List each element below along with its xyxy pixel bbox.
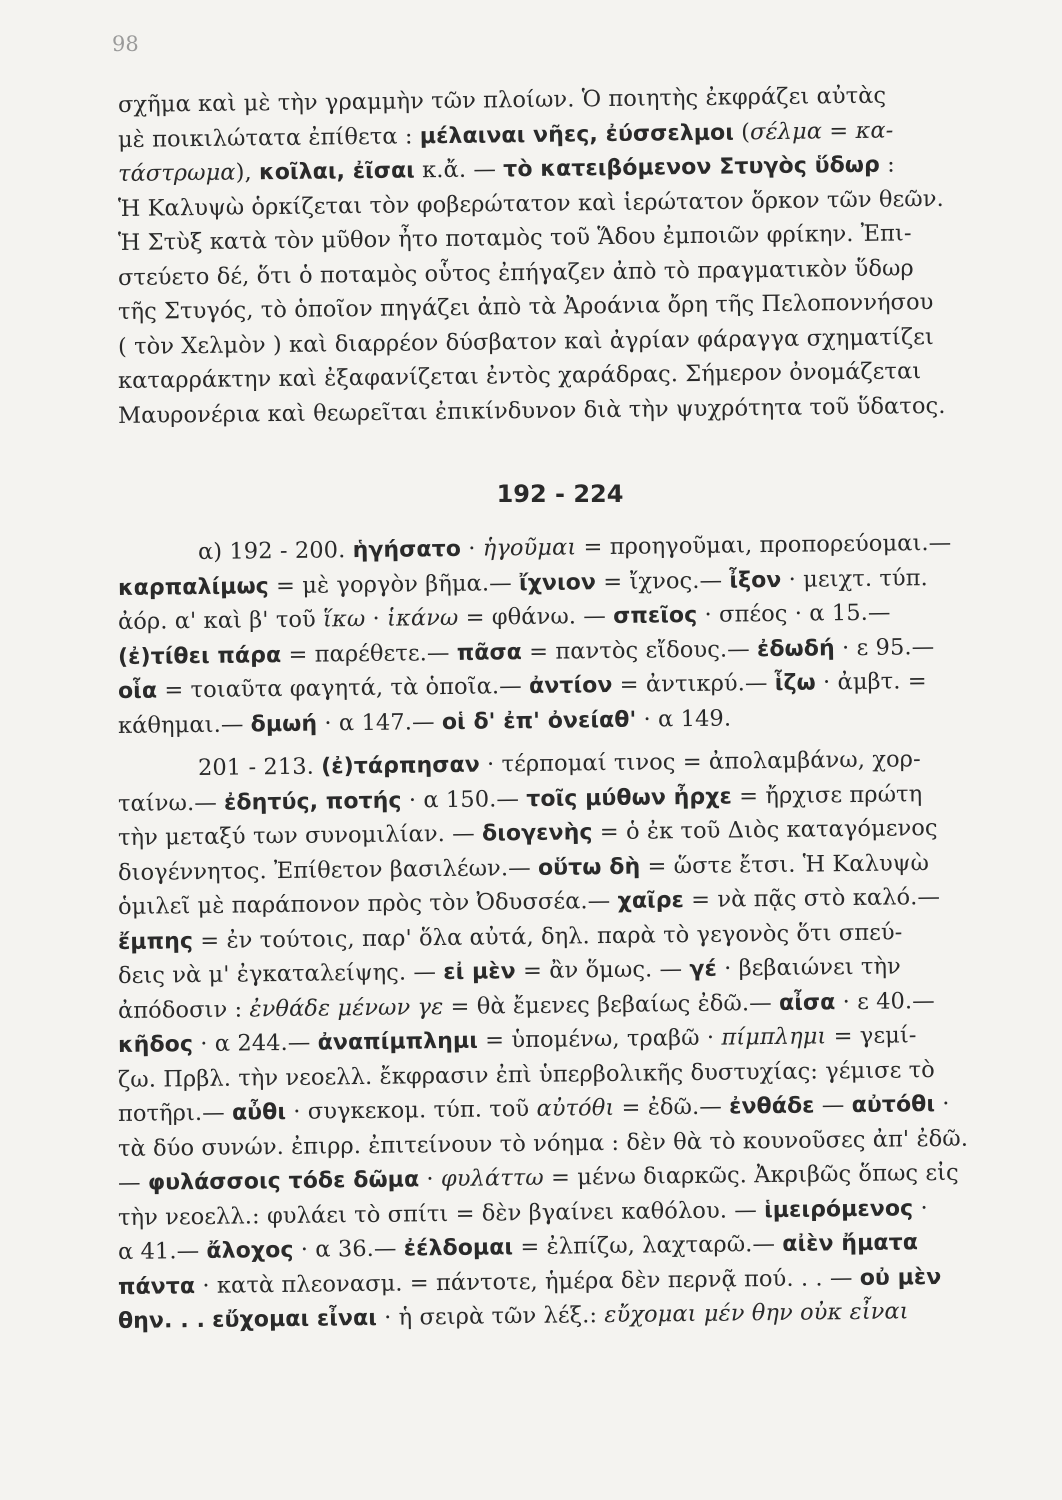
text-run: = μὲ γοργὸν βῆμα.— <box>268 569 520 599</box>
text-run: 201 - 213. <box>197 753 322 782</box>
bold-term: κῆδος <box>117 1032 194 1058</box>
bold-term: ἡγήσατο <box>352 536 462 564</box>
text-run: κάθημαι.— <box>117 710 251 739</box>
text-run: Ἡ Καλυψὼ ὁρκίζεται τὸν φοβερώτατον καὶ ἱερώτατον ὅρκον τῶν θεῶν. <box>117 185 944 222</box>
italic-term: σέλμα = κα- <box>749 117 894 145</box>
section-heading: 192 - 224 <box>496 480 624 508</box>
italic-term: εὔχομαι μέν θην οὐκ εἶναι <box>604 1298 909 1329</box>
text-run: = ἐδῶ.— <box>614 1093 730 1121</box>
text-run: ( <box>733 118 751 145</box>
text-run: Ἡ Στὺξ κατὰ τὸν μῦθον ἦτο ποταμὸς τοῦ Ἅδου ἐμποιῶν φρίκην. Ἐπι- <box>117 220 912 256</box>
bold-term: ἱμειρόμενος <box>763 1195 914 1223</box>
text-run: · ε 95.— <box>834 633 935 661</box>
text-run: ), <box>235 159 260 186</box>
text-run: α 41.— <box>117 1237 207 1265</box>
bold-term: διογενὴς <box>481 820 593 847</box>
bold-term: αὖθι <box>231 1099 287 1126</box>
text-run: · συγκεκομ. τύπ. τοῦ <box>285 1095 537 1125</box>
italic-term: τάστρωμα <box>117 159 236 187</box>
text-run: = παντὸς εἴδους.— <box>521 635 758 665</box>
text-run: — <box>117 1169 149 1196</box>
bold-term: τοῖς μύθων ἦρχε <box>526 783 733 812</box>
text-run: ζω. Πρβλ. τὴν νεοελλ. ἔκφρασιν ἐπὶ ὑπερβολικῆς δυστυχίας: γέμισε τὸ <box>117 1056 936 1093</box>
text-run: · <box>913 1194 928 1221</box>
bold-term: εἰ μὲν <box>443 959 516 986</box>
text-run: = ἂν ὅμως. — <box>515 956 690 985</box>
bold-term: καρπαλίμως <box>117 573 270 601</box>
commentary-part-b <box>117 746 988 1339</box>
text-run: = θὰ ἔμενες βεβαίως ἐδῶ.— <box>443 989 780 1020</box>
text-run: · ἡ σειρὰ τῶν λέξ.: <box>376 1302 605 1331</box>
text-run: · ἀμβτ. = <box>815 668 927 696</box>
text-run: · σπέος · α 15.— <box>697 599 891 628</box>
text-run: ταίνω.— <box>117 789 225 817</box>
text-run: · ε 40.— <box>835 987 935 1015</box>
text-run: : <box>879 151 896 178</box>
text-run: ποτῆρι.— <box>117 1099 233 1127</box>
text-run: = ἐλπίζω, λαχταρῶ.— <box>512 1230 783 1261</box>
text-run: = ὁ ἐκ τοῦ Διὸς καταγόμενος <box>592 814 938 846</box>
bold-term: πάντα <box>117 1273 196 1300</box>
text-run: · μειχτ. τύπ. <box>781 564 929 593</box>
page-number: 98 <box>112 32 139 56</box>
bold-term: ἐνθάδε <box>729 1093 815 1120</box>
text-run: α) 192 - 200. <box>197 537 353 566</box>
text-run: ὁμιλεῖ μὲ παράπονον πρὸς τὸν Ὀδυσσέα.— <box>117 887 618 920</box>
bold-term: αἶσα <box>778 989 836 1016</box>
text-run: ( τὸν Χελμὸν ) καὶ διαρρέον δύσβατον καὶ ἀγρίαν φάραγγα σχηματίζει <box>117 323 935 360</box>
bold-term: ἔμπης <box>117 928 194 955</box>
bold-term: ἐέλδομαι <box>403 1235 514 1262</box>
text-run: = φθάνω. — <box>458 602 614 631</box>
bold-term: ἐδητύς, ποτής <box>223 788 402 816</box>
text-run: · βεβαιώνει τὴν <box>716 953 902 982</box>
text-run: κ.ἄ. — <box>414 156 504 184</box>
bold-term: ἷζω <box>774 670 816 696</box>
text-run: · α 149. <box>636 705 732 733</box>
text-run: τὴν νεοελλ.: φυλάει τὸ σπίτι = δὲν βγαίνει καθόλου. — <box>117 1196 765 1231</box>
text-run: ἀπόδοσιν : <box>117 995 250 1024</box>
text-run: = τοιαῦτα φαγητά, τὰ ὁποῖα.— <box>156 672 530 704</box>
text-run: = προηγοῦμαι, προπορεύομαι.— <box>576 529 952 561</box>
text-run: = ὑπομένω, τραβῶ · <box>477 1024 722 1054</box>
bold-term: κοῖλαι, ἐῖσαι <box>258 158 416 186</box>
bold-term: ἀναπίμπλημι <box>317 1028 479 1056</box>
text-run: · <box>934 1090 950 1118</box>
bold-term: εὔχομαι εἶναι <box>212 1305 378 1333</box>
italic-term: ἵκω <box>322 605 366 633</box>
bold-term: ἀντίον <box>528 672 613 699</box>
text-run: · <box>419 1166 442 1193</box>
text-run: = ἐν τούτοις, παρ' ὅλα αὐτά, δηλ. παρὰ τὸ γεγονὸς ὅτι σπεύ- <box>192 918 903 954</box>
bold-term: σπεῖος <box>613 602 698 629</box>
text-run: · α 150.— <box>401 785 527 814</box>
text-run: = ἀντικρύ.— <box>612 669 775 698</box>
bold-term: πᾶσα <box>456 639 523 666</box>
bold-term: ἄλοχος <box>206 1237 294 1264</box>
text-run: καταρράκτην καὶ ἐξαφανίζεται ἐντὸς χαράδρας. Σήμερον ὀνομάζεται <box>117 358 922 394</box>
bold-term: οἷα <box>117 678 158 704</box>
text-run: = ἤρχισε πρώτη <box>731 780 923 809</box>
text-run: = μένω διαρκῶς. Ἀκριβῶς ὅπως εἰς <box>543 1159 959 1191</box>
text-run: = νὰ πᾷς στὸ καλό.— <box>683 883 941 914</box>
italic-term: φυλάττω <box>440 1164 544 1193</box>
bold-term: τὸ κατειβόμενον Στυγὸς ὕδωρ <box>503 152 881 183</box>
bold-term: ἶξον <box>729 567 782 594</box>
text-run: τὴν μεταξύ των συνομιλίαν. — <box>117 820 483 851</box>
text-run: = παρέθετε.— <box>281 639 457 668</box>
text-run: δεις νὰ μ' ἐγκαταλείψης. — <box>117 959 444 989</box>
text-run: ἀόρ. α' καὶ β' τοῦ <box>117 606 324 635</box>
text-run: μὲ ποικιλώτατα ἐπίθετα : <box>117 122 420 153</box>
text-run: Μαυρονέρια καὶ θεωρεῖται ἐπικίνδυνον διὰ τὴν ψυχρότητα τοῦ ὕδατος. <box>117 392 946 429</box>
italic-term: ἱκάνω <box>386 604 459 632</box>
text-run: στεύετο δέ, ὅτι ὁ ποταμὸς οὗτος ἐπήγαζεν ἀπὸ τὸ πραγματικὸν ὕδωρ <box>117 254 914 291</box>
commentary-part-a <box>117 529 988 743</box>
bold-term: αὐτόθι <box>851 1092 936 1119</box>
bold-term: οὐ μὲν <box>859 1264 942 1291</box>
bold-term: φυλάσσοις τόδε δῶμα <box>147 1167 420 1196</box>
bold-term: (ἐ)τάρπησαν <box>321 752 480 780</box>
text-run: = ὥστε ἔτσι. Ἡ Καλυψὼ <box>640 849 930 880</box>
text-run: τῆς Στυγός, τὸ ὁποῖον πηγάζει ἀπὸ τὰ Ἀροάνια ὄρη τῆς Πελοποννήσου <box>117 289 934 325</box>
italic-term: αὐτόθι <box>536 1094 615 1122</box>
bold-term: μέλαιναι νῆες, ἐύσσελμοι <box>419 119 735 149</box>
text-run: · τέρπομαί τινος = ἀπολαμβάνω, χορ- <box>479 746 921 778</box>
intro-paragraph <box>117 82 988 433</box>
bold-term: (ἐ)τίθει πάρα <box>117 642 282 670</box>
text-run: — <box>814 1092 852 1119</box>
text-run: · <box>460 535 483 562</box>
text-run: = γεμί- <box>826 1022 917 1050</box>
bold-term: ἐδωδή <box>756 635 835 662</box>
text-run: τὰ δύο συνών. ἐπιρρ. ἐπιτείνουν τὸ νόημα : δὲν θὰ τὸ κουνοῦσες ἀπ' ἐδῶ. <box>117 1125 969 1162</box>
bold-term: οὕτω δὴ <box>537 854 641 881</box>
bold-term: χαῖρε <box>617 888 685 914</box>
bold-term: αἰὲν ἤματα <box>782 1230 919 1257</box>
bold-term: θην. . . <box>117 1307 206 1334</box>
italic-term: ἡγοῦμαι <box>482 534 577 562</box>
italic-term: ἐνθάδε μένων γε <box>249 993 444 1022</box>
italic-term: πίμπλημι <box>721 1023 827 1051</box>
bold-term: δμωή <box>250 711 318 737</box>
bold-term: οἱ δ' ἐπ' ὀνείαθ' <box>441 707 637 735</box>
text-run: · α 244.— <box>192 1029 318 1058</box>
text-run: · <box>365 605 388 632</box>
text-run: · α 147.— <box>317 708 443 737</box>
bold-term: γέ <box>689 956 718 983</box>
bold-term: ἴχνιον <box>518 569 597 596</box>
text-run: διογέννητος. Ἐπίθετον βασιλέων.— <box>117 854 539 886</box>
text-run: · κατὰ πλεονασμ. = πάντοτε, ἡμέρα δὲν περνᾷ πού. . . — <box>194 1264 860 1299</box>
text-run: · α 36.— <box>293 1235 404 1263</box>
text-run: = ἴχνος.— <box>595 567 730 595</box>
text-run: σχῆμα καὶ μὲ τὴν γραμμὴν τῶν πλοίων. Ὁ ποιητὴς ἐκφράζει αὐτὰς <box>117 82 887 118</box>
